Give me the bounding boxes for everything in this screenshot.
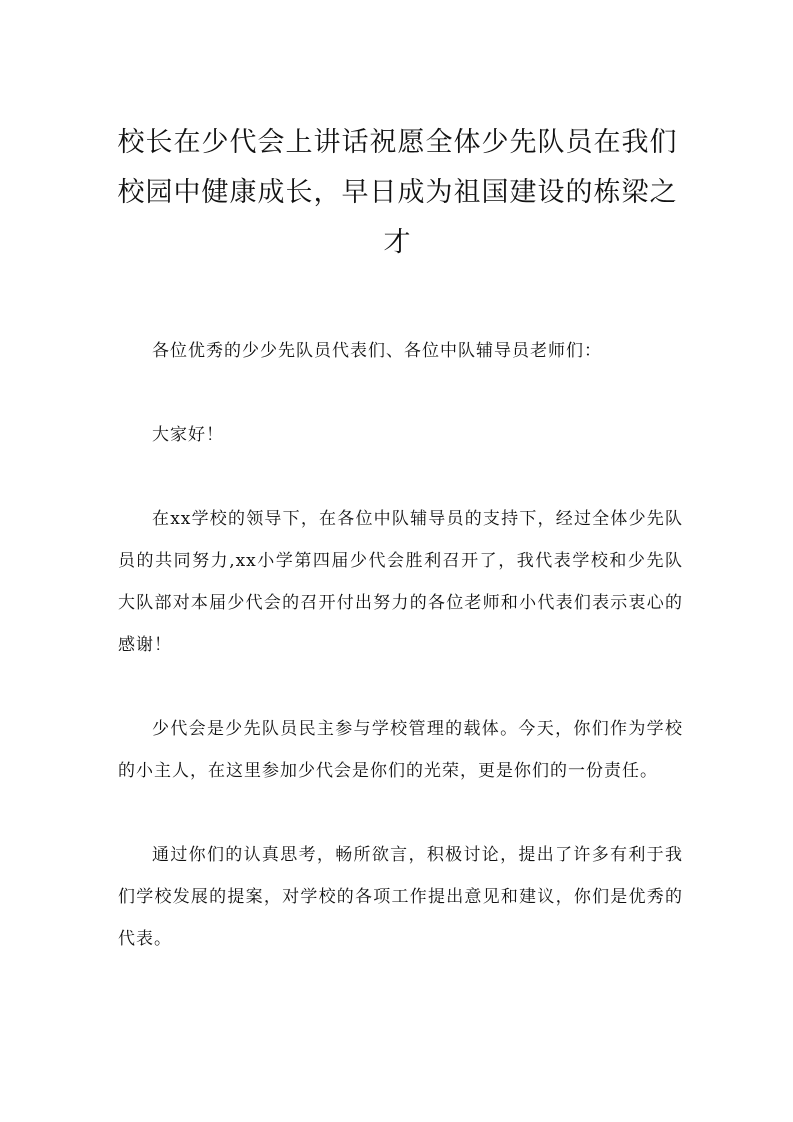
greeting-paragraph: 各位优秀的少少先队员代表们、各位中队辅导员老师们： (152, 341, 602, 361)
body-paragraph-2: 少代会是少先队员民主参与学校管理的载体。今天，你们作为学校的小主人，在这里参加少代会是你们的光荣，更是你们的一份责任。 (118, 719, 683, 781)
document-title: 校长在少代会上讲话祝愿全体少先队员在我们校园中健康成长，早日成为祖国建设的栋梁之才 (117, 127, 678, 258)
salutation-paragraph: 大家好！ (152, 425, 224, 445)
body-paragraph-1: 在xx学校的领导下，在各位中队辅导员的支持下，经过全体少先队员的共同努力,xx小学第四届少代会胜利召开了，我代表学校和少先队大队部对本届少代会的召开付出努力的各位老师和小代表们表示衷心的感谢！ (118, 509, 683, 655)
document-body (118, 330, 683, 1000)
body-paragraph-3: 通过你们的认真思考，畅所欲言，积极讨论，提出了许多有利于我们学校发展的提案，对学校的各项工作提出意见和建议，你们是优秀的代表。 (118, 845, 683, 949)
